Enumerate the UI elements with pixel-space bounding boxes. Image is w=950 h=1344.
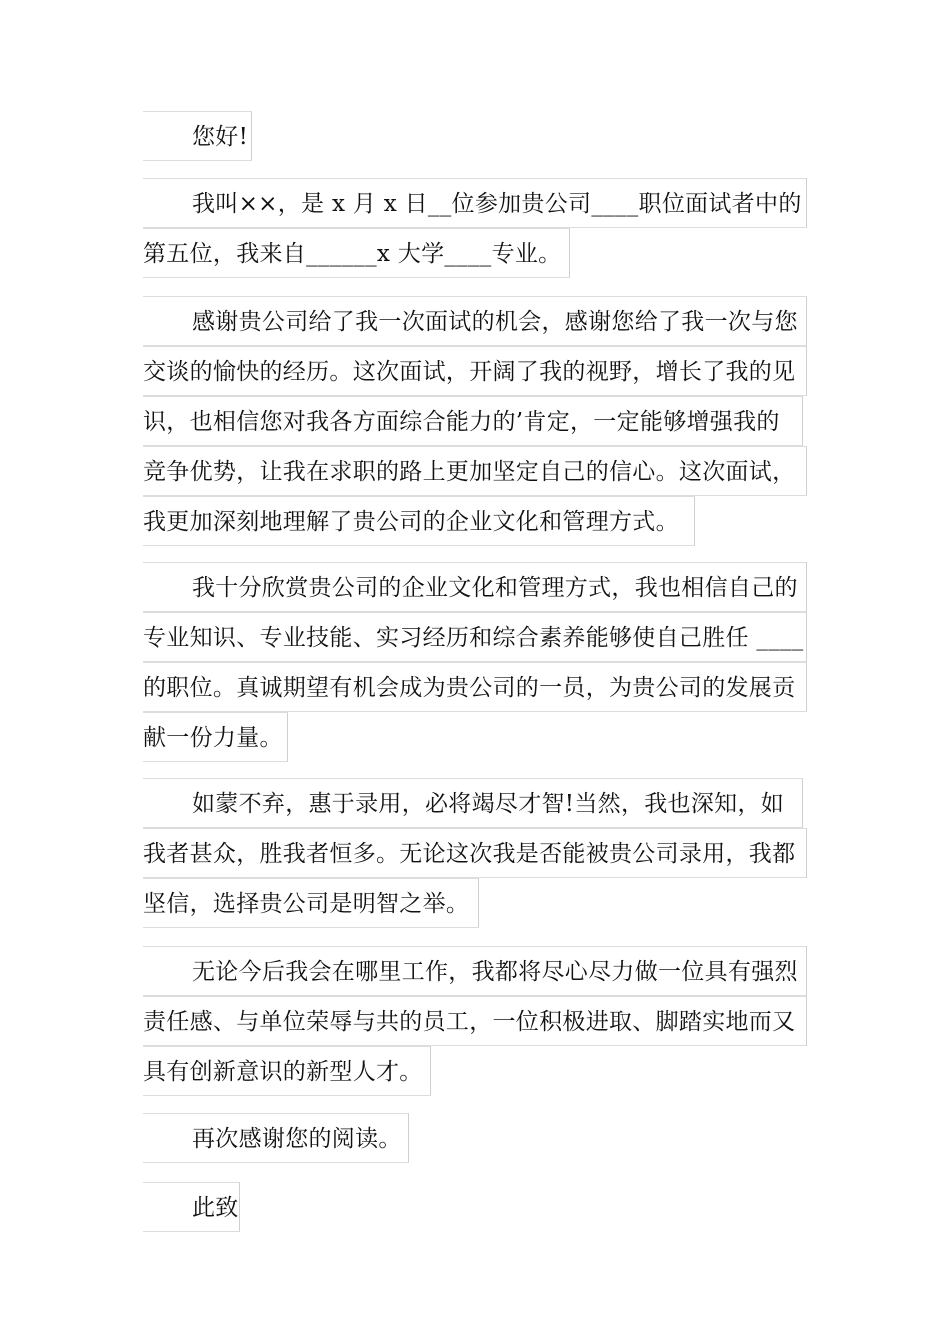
text-line: 专业知识、专业技能、实习经历和综合素养能够使自己胜任 ____ xyxy=(143,612,807,662)
text-line: 我更加深刻地理解了贵公司的企业文化和管理方式。 xyxy=(143,496,695,546)
text-line: 我叫××，是 x 月 x 日__位参加贵公司____职位面试者中的 xyxy=(143,178,807,228)
intro-paragraph xyxy=(143,178,807,278)
text-line: 我者甚众，胜我者恒多。无论这次我是否能被贵公司录用，我都 xyxy=(143,828,807,878)
closing-thanks-paragraph xyxy=(143,1113,409,1163)
greeting-paragraph xyxy=(143,111,252,161)
text-line: 献一份力量。 xyxy=(143,712,288,762)
text-line: 此致 xyxy=(143,1182,240,1232)
appreciation-paragraph xyxy=(143,562,807,762)
text-line: 我十分欣赏贵公司的企业文化和管理方式，我也相信自己的 xyxy=(143,562,807,612)
text-line: 具有创新意识的新型人才。 xyxy=(143,1046,431,1096)
text-line: 竞争优势，让我在求职的路上更加坚定自己的信心。这次面试， xyxy=(143,446,807,496)
commitment-paragraph xyxy=(143,946,807,1096)
salutation-paragraph xyxy=(143,1182,240,1232)
text-line: 再次感谢您的阅读。 xyxy=(143,1113,409,1163)
text-line: 识，也相信您对我各方面综合能力的’肯定，一定能够增强我的 xyxy=(143,396,803,446)
text-line: 责任感、与单位荣辱与共的员工，一位积极进取、脚踏实地而又 xyxy=(143,996,807,1046)
thanks-paragraph xyxy=(143,296,807,546)
text-line: 的职位。真诚期望有机会成为贵公司的一员，为贵公司的发展贡 xyxy=(143,662,807,712)
text-line: 交谈的愉快的经历。这次面试，开阔了我的视野，增长了我的见 xyxy=(143,346,807,396)
text-line: 您好! xyxy=(143,111,252,161)
text-line: 无论今后我会在哪里工作，我都将尽心尽力做一位具有强烈 xyxy=(143,946,807,996)
text-line: 如蒙不弃，惠于录用，必将竭尽才智!当然，我也深知，如 xyxy=(143,778,803,828)
text-line: 感谢贵公司给了我一次面试的机会，感谢您给了我一次与您 xyxy=(143,296,807,346)
text-line: 坚信，选择贵公司是明智之举。 xyxy=(143,878,479,928)
resolve-paragraph xyxy=(143,778,807,928)
text-line: 第五位，我来自______x 大学____专业。 xyxy=(143,228,570,278)
